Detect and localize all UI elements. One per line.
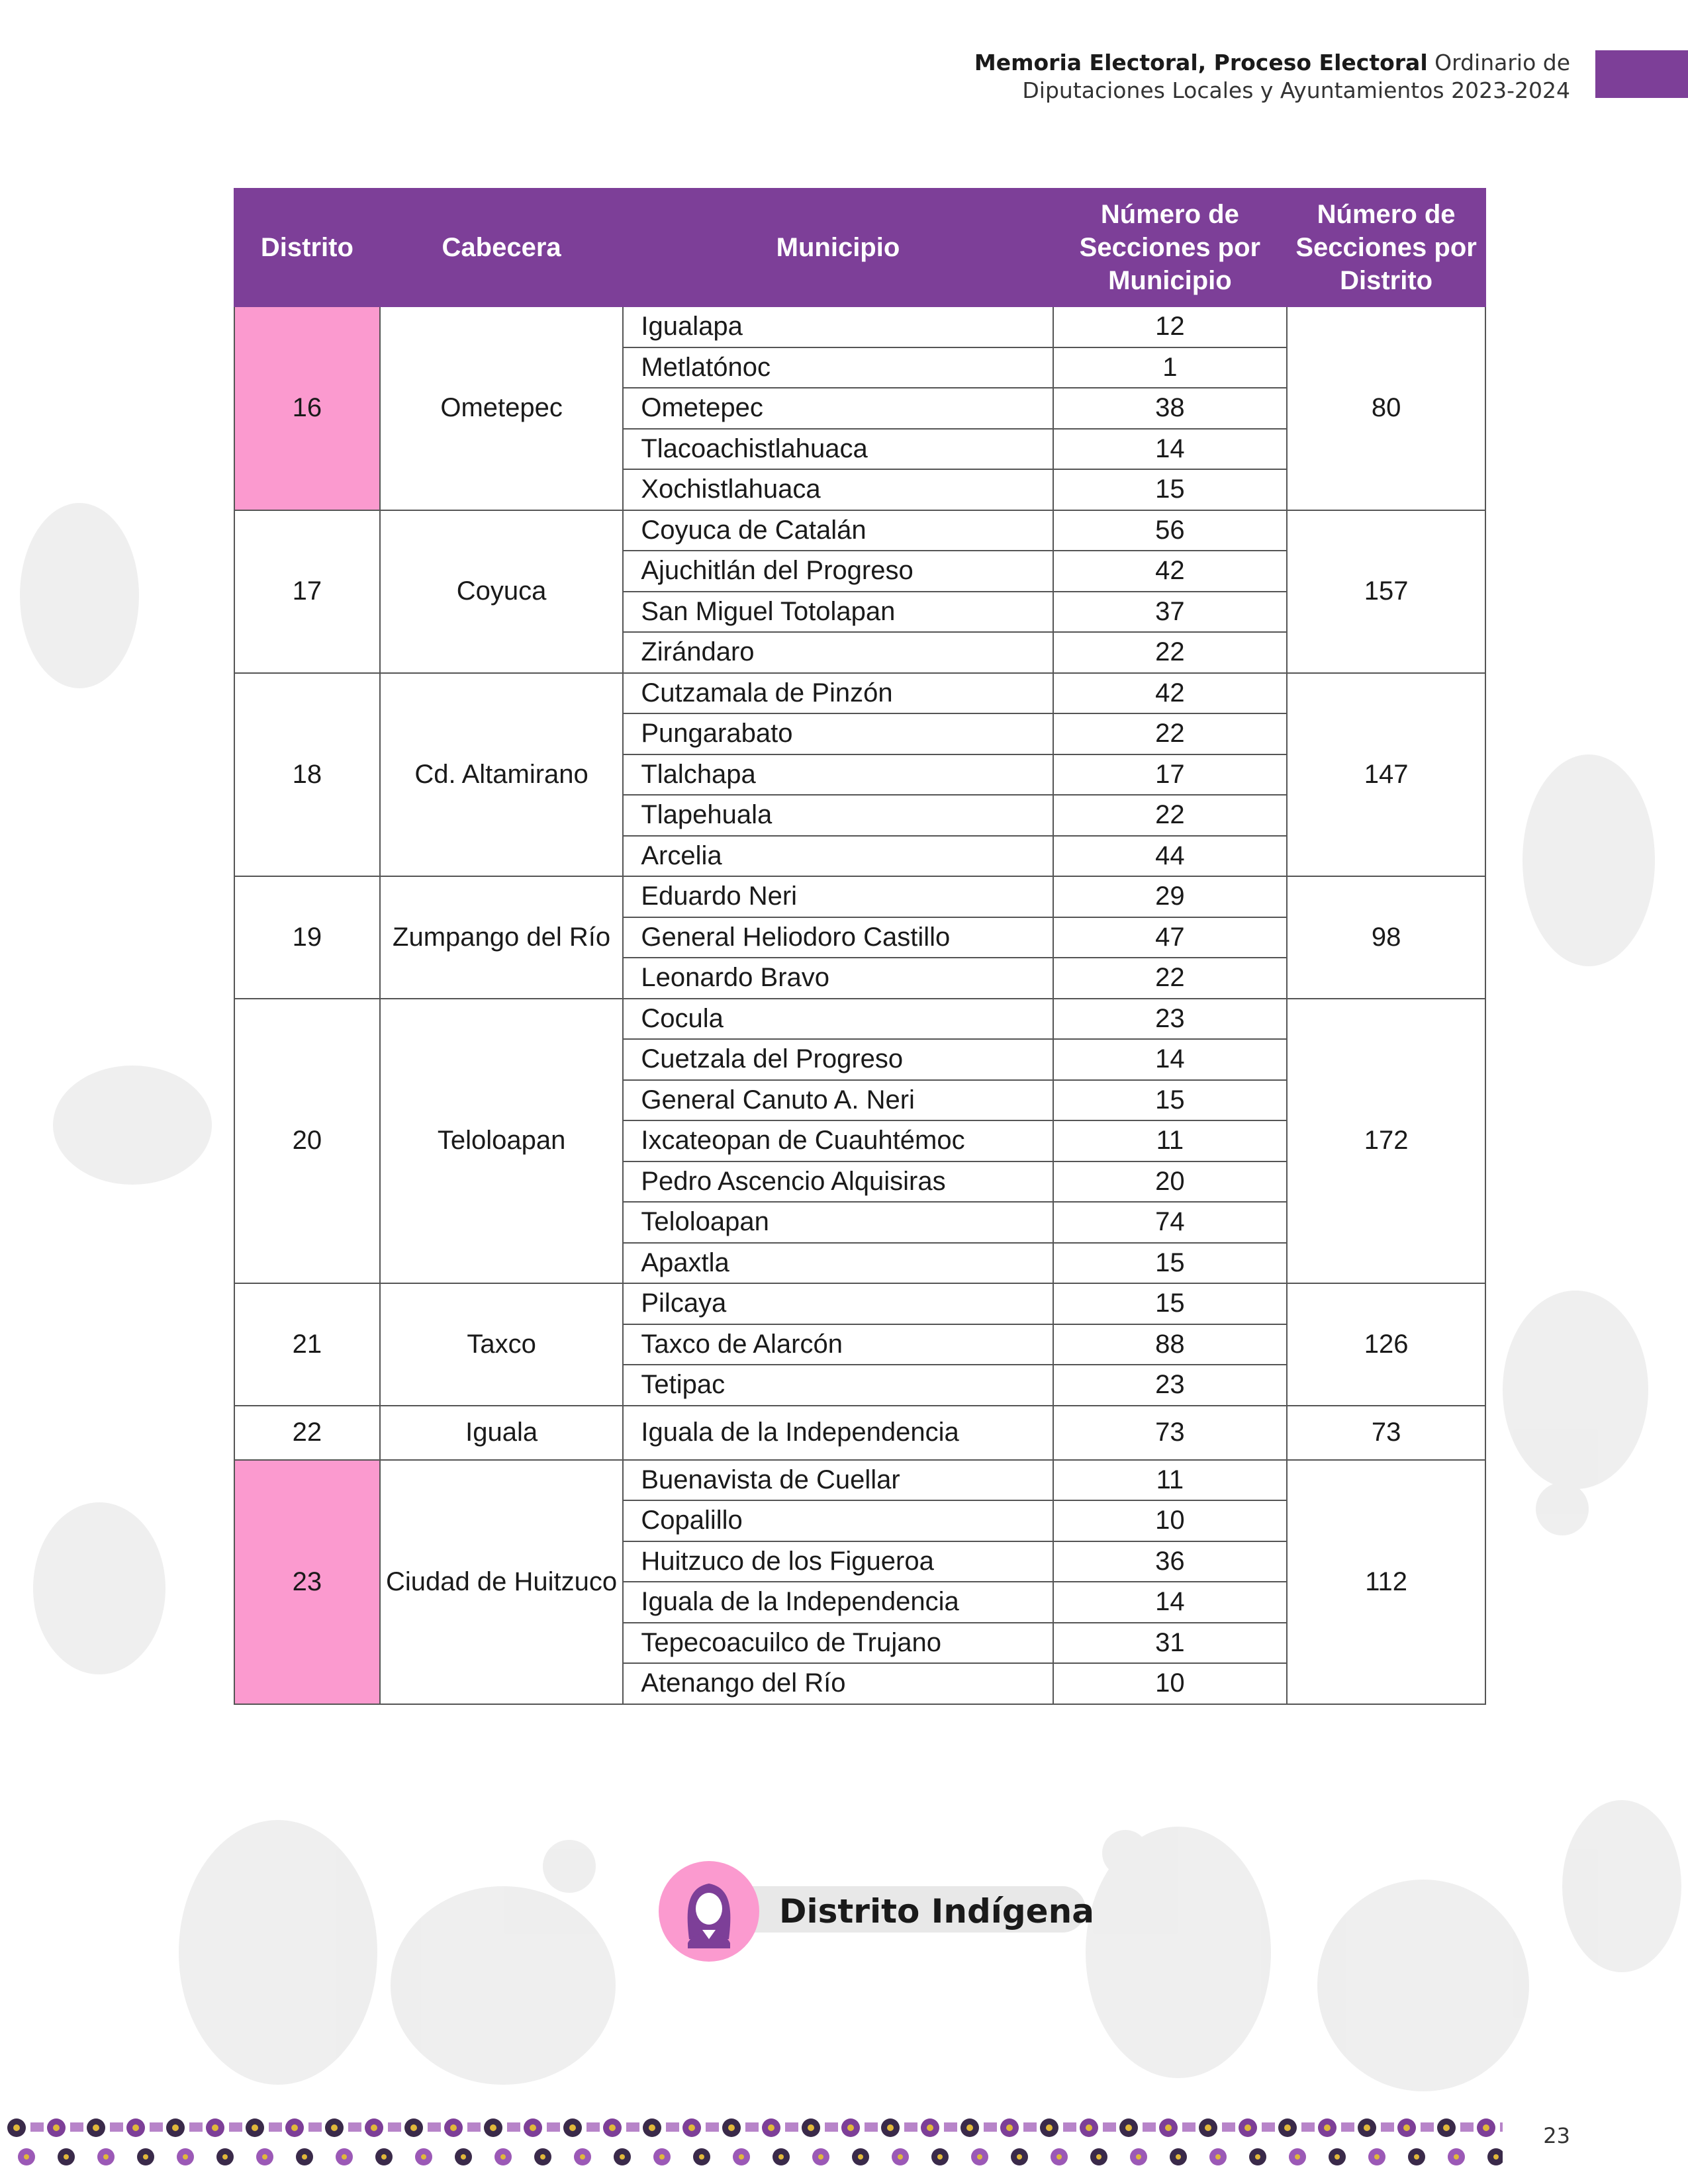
secciones-municipio-cell: 15 — [1053, 469, 1288, 510]
secciones-municipio-cell: 31 — [1053, 1623, 1288, 1664]
secciones-distrito-cell: 172 — [1287, 999, 1485, 1284]
municipio-cell: General Heliodoro Castillo — [623, 917, 1053, 958]
municipio-cell: Pungarabato — [623, 713, 1053, 754]
secciones-municipio-cell: 1 — [1053, 347, 1288, 388]
cabecera-cell: Ometepec — [380, 306, 624, 510]
legend-label: Distrito Indígena — [779, 1892, 1094, 1931]
secciones-distrito-cell: 80 — [1287, 306, 1485, 510]
municipio-cell: Cutzamala de Pinzón — [623, 673, 1053, 714]
table-header-row — [234, 189, 1485, 306]
header-municipio: Municipio — [623, 189, 1053, 306]
table-row — [234, 673, 1485, 714]
secciones-municipio-cell: 14 — [1053, 1582, 1288, 1623]
secciones-municipio-cell: 15 — [1053, 1283, 1288, 1324]
municipio-cell: San Miguel Totolapan — [623, 592, 1053, 633]
municipio-cell: Ajuchitlán del Progreso — [623, 551, 1053, 592]
distrito-cell: 19 — [234, 876, 380, 999]
municipio-cell: Leonardo Bravo — [623, 958, 1053, 999]
municipio-cell: Copalillo — [623, 1500, 1053, 1541]
secciones-municipio-cell: 14 — [1053, 1039, 1288, 1080]
distrito-cell: 22 — [234, 1406, 380, 1460]
distrito-cell: 16 — [234, 306, 380, 510]
secciones-municipio-cell: 15 — [1053, 1243, 1288, 1284]
secciones-municipio-cell: 29 — [1053, 876, 1288, 917]
municipio-cell: Taxco de Alarcón — [623, 1324, 1053, 1365]
secciones-distrito-cell: 98 — [1287, 876, 1485, 999]
header-distrito: Distrito — [234, 189, 380, 306]
municipio-cell: Teloloapan — [623, 1202, 1053, 1243]
secciones-municipio-cell: 11 — [1053, 1120, 1288, 1161]
municipio-cell: Pedro Ascencio Alquisiras — [623, 1161, 1053, 1203]
cabecera-cell: Iguala — [380, 1406, 624, 1460]
municipio-cell: Cuetzala del Progreso — [623, 1039, 1053, 1080]
distrito-cell: 18 — [234, 673, 380, 877]
table-row — [234, 306, 1485, 347]
municipio-cell: Atenango del Río — [623, 1663, 1053, 1704]
secciones-municipio-cell: 10 — [1053, 1500, 1288, 1541]
municipio-cell: Igualapa — [623, 306, 1053, 347]
header-secciones-distrito: Número de Secciones por Distrito — [1287, 189, 1485, 306]
secciones-municipio-cell: 42 — [1053, 673, 1288, 714]
secciones-municipio-cell: 23 — [1053, 1365, 1288, 1406]
secciones-municipio-cell: 73 — [1053, 1406, 1288, 1460]
secciones-municipio-cell: 42 — [1053, 551, 1288, 592]
table-row — [234, 876, 1485, 917]
districts-table — [234, 188, 1486, 1705]
municipio-cell: Apaxtla — [623, 1243, 1053, 1284]
municipio-cell: Tepecoacuilco de Trujano — [623, 1623, 1053, 1664]
table-row — [234, 1406, 1485, 1460]
municipio-cell: Tlalchapa — [623, 754, 1053, 796]
municipio-cell: Tlacoachistlahuaca — [623, 429, 1053, 470]
header-accent-bar — [1595, 50, 1688, 98]
secciones-municipio-cell: 44 — [1053, 836, 1288, 877]
municipio-cell: Tetipac — [623, 1365, 1053, 1406]
cabecera-cell: Ciudad de Huitzuco — [380, 1460, 624, 1704]
secciones-municipio-cell: 47 — [1053, 917, 1288, 958]
secciones-municipio-cell: 56 — [1053, 510, 1288, 551]
secciones-distrito-cell: 112 — [1287, 1460, 1485, 1704]
municipio-cell: Coyuca de Catalán — [623, 510, 1053, 551]
secciones-distrito-cell: 157 — [1287, 510, 1485, 673]
page-header — [974, 49, 1570, 105]
municipio-cell: General Canuto A. Neri — [623, 1080, 1053, 1121]
distrito-cell: 23 — [234, 1460, 380, 1704]
secciones-municipio-cell: 14 — [1053, 429, 1288, 470]
secciones-municipio-cell: 10 — [1053, 1663, 1288, 1704]
secciones-municipio-cell: 22 — [1053, 632, 1288, 673]
table-row — [234, 510, 1485, 551]
distrito-cell: 21 — [234, 1283, 380, 1406]
secciones-municipio-cell: 11 — [1053, 1460, 1288, 1501]
secciones-municipio-cell: 22 — [1053, 795, 1288, 836]
secciones-municipio-cell: 88 — [1053, 1324, 1288, 1365]
secciones-municipio-cell: 74 — [1053, 1202, 1288, 1243]
municipio-cell: Ixcateopan de Cuauhtémoc — [623, 1120, 1053, 1161]
table-body — [234, 306, 1485, 1704]
distrito-cell: 17 — [234, 510, 380, 673]
cabecera-cell: Coyuca — [380, 510, 624, 673]
municipio-cell: Zirándaro — [623, 632, 1053, 673]
distrito-cell: 20 — [234, 999, 380, 1284]
header-title-bold: Memoria Electoral, Proceso Electoral — [974, 50, 1428, 75]
municipio-cell: Iguala de la Independencia — [623, 1582, 1053, 1623]
secciones-municipio-cell: 36 — [1053, 1541, 1288, 1582]
header-subtitle: Diputaciones Locales y Ayuntamientos 2023-2024 — [1022, 77, 1570, 103]
municipio-cell: Eduardo Neri — [623, 876, 1053, 917]
municipio-cell: Huitzuco de los Figueroa — [623, 1541, 1053, 1582]
header-title-rest: Ordinario de — [1427, 50, 1570, 75]
secciones-municipio-cell: 20 — [1053, 1161, 1288, 1203]
secciones-municipio-cell: 22 — [1053, 713, 1288, 754]
municipio-cell: Metlatónoc — [623, 347, 1053, 388]
secciones-municipio-cell: 15 — [1053, 1080, 1288, 1121]
header-cabecera: Cabecera — [380, 189, 624, 306]
secciones-municipio-cell: 12 — [1053, 306, 1288, 347]
cabecera-cell: Cd. Altamirano — [380, 673, 624, 877]
cabecera-cell: Teloloapan — [380, 999, 624, 1284]
municipio-cell: Tlapehuala — [623, 795, 1053, 836]
legend — [659, 1861, 1094, 1962]
municipio-cell: Ometepec — [623, 388, 1053, 429]
cabecera-cell: Taxco — [380, 1283, 624, 1406]
embroidered-border — [0, 2108, 1503, 2174]
municipio-cell: Buenavista de Cuellar — [623, 1460, 1053, 1501]
municipio-cell: Arcelia — [623, 836, 1053, 877]
secciones-municipio-cell: 38 — [1053, 388, 1288, 429]
municipio-cell: Iguala de la Independencia — [623, 1406, 1053, 1460]
table-row — [234, 999, 1485, 1040]
municipio-cell: Xochistlahuaca — [623, 469, 1053, 510]
header-secciones-municipio: Número de Secciones por Municipio — [1053, 189, 1288, 306]
secciones-municipio-cell: 23 — [1053, 999, 1288, 1040]
secciones-distrito-cell: 126 — [1287, 1283, 1485, 1406]
page-number: 23 — [1543, 2123, 1570, 2148]
municipio-cell: Cocula — [623, 999, 1053, 1040]
table-row — [234, 1460, 1485, 1501]
secciones-distrito-cell: 147 — [1287, 673, 1485, 877]
secciones-distrito-cell: 73 — [1287, 1406, 1485, 1460]
municipio-cell: Pilcaya — [623, 1283, 1053, 1324]
secciones-municipio-cell: 17 — [1053, 754, 1288, 796]
secciones-municipio-cell: 22 — [1053, 958, 1288, 999]
indigenous-woman-icon — [659, 1861, 759, 1962]
table-row — [234, 1283, 1485, 1324]
secciones-municipio-cell: 37 — [1053, 592, 1288, 633]
cabecera-cell: Zumpango del Río — [380, 876, 624, 999]
